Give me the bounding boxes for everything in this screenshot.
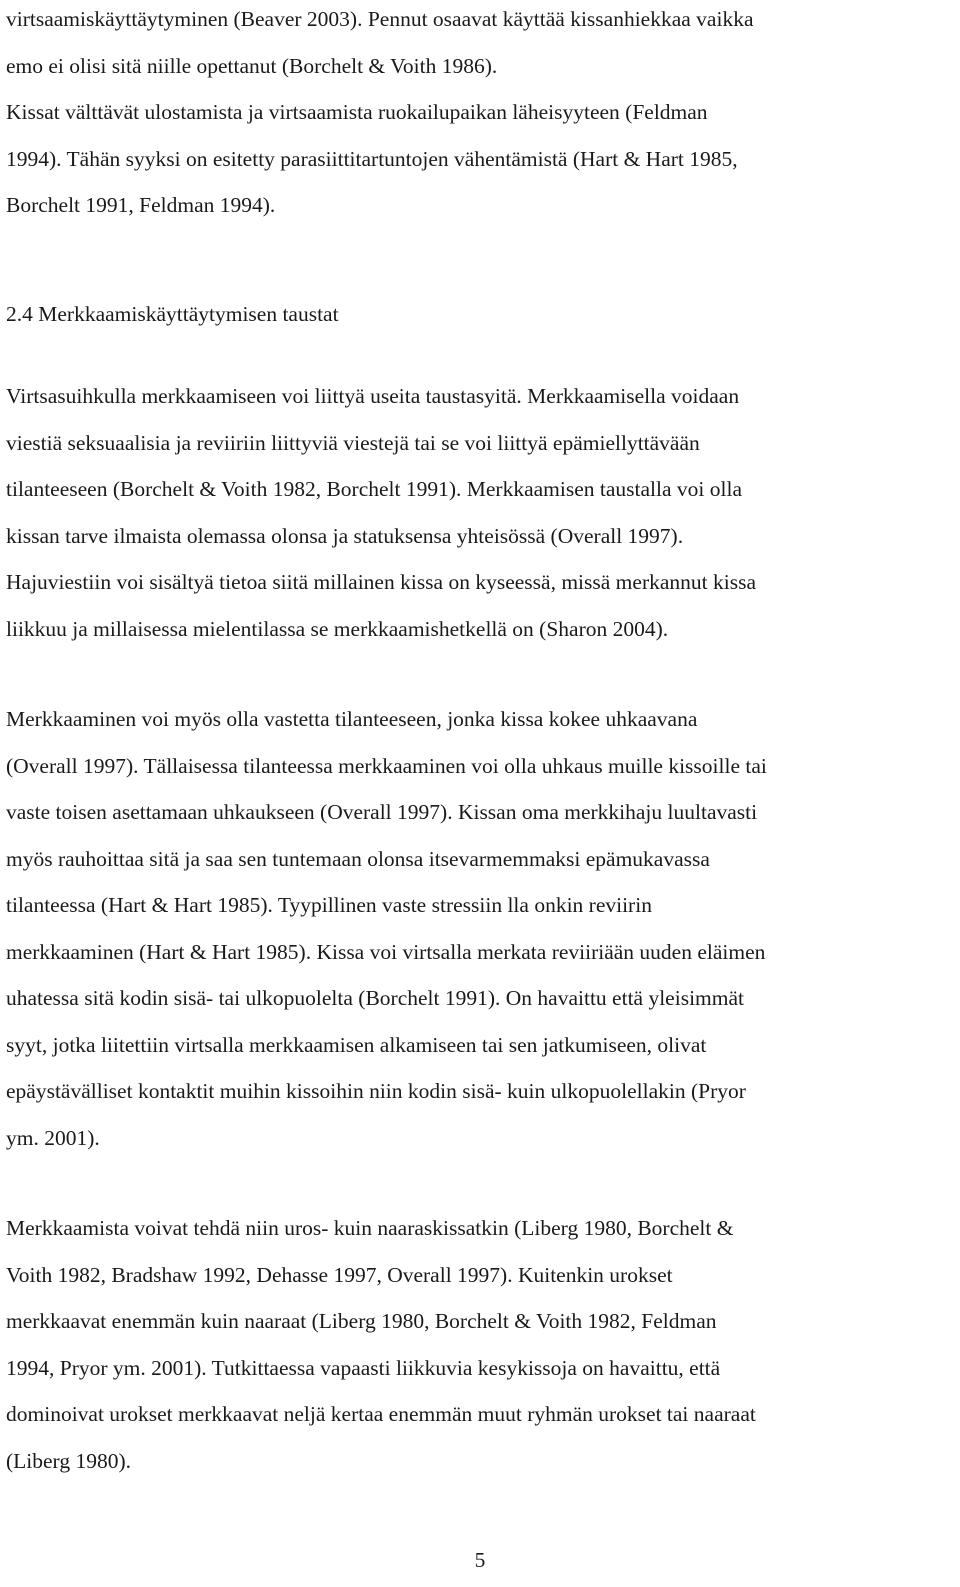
text-line: myös rauhoittaa sitä ja saa sen tuntemaan olonsa itsevarmemmaksi epämukavassa	[6, 846, 710, 871]
paragraph-litter-habits	[6, 0, 956, 229]
text-line: 1994, Pryor ym. 2001). Tutkittaessa vapaasti liikkuvia kesykissoja on havaittu, että	[6, 1355, 721, 1380]
paragraph-sex-differences	[6, 1205, 956, 1484]
page-number: 5	[474, 1548, 486, 1572]
text-line: liikkuu ja millaisessa mielentilassa se merkkaamishetkellä on (Sharon 2004).	[6, 616, 669, 641]
text-line: (Liberg 1980).	[6, 1448, 131, 1473]
text-line: syyt, jotka liitettiin virtsalla merkkaamisen alkamiseen tai sen jatkumiseen, olivat	[6, 1032, 707, 1057]
text-line: tilanteeseen (Borchelt & Voith 1982, Borchelt 1991). Merkkaamisen taustalla voi olla	[6, 477, 743, 501]
paragraph-marking-background	[6, 373, 956, 652]
text-line: Borchelt 1991, Feldman 1994).	[6, 193, 276, 217]
text-line: merkkaavat enemmän kuin naaraat (Liberg 1980, Borchelt & Voith 1982, Feldman	[6, 1309, 717, 1333]
text-line: Merkkaamista voivat tehdä niin uros- kuin naaraskissatkin (Liberg 1980, Borchelt &	[6, 1216, 734, 1240]
text-line: 1994). Tähän syyksi on esitetty parasiittitartuntojen vähentämistä (Hart & Hart 1985,	[6, 146, 738, 171]
text-line: Hajuviestiin voi sisältyä tietoa siitä millainen kissa on kyseessä, missä merkannut kissa	[6, 570, 756, 594]
text-line: Merkkaaminen voi myös olla vastetta tilanteeseen, jonka kissa kokee uhkaavana	[6, 707, 698, 731]
text-line: Kissat välttävät ulostamista ja virtsaamista ruokailupaikan läheisyyteen (Feldman	[6, 100, 708, 124]
text-line: viestiä seksuaalisia ja reviiriin liittyviä viestejä tai se voi liittyä epämiellyttävään	[6, 430, 700, 455]
text-line: merkkaaminen (Hart & Hart 1985). Kissa voi virtsalla merkata reviiriään uuden eläimen	[6, 939, 766, 964]
text-line: dominoivat urokset merkkaavat neljä kertaa enemmän muut ryhmän urokset tai naaraat	[6, 1402, 756, 1426]
section-heading: 2.4 Merkkaamiskäyttäytymisen taustat	[6, 302, 339, 326]
text-line: uhatessa sitä kodin sisä- tai ulkopuolelta (Borchelt 1991). On havaittu että yleisimmät	[6, 986, 745, 1010]
text-line: emo ei olisi sitä niille opettanut (Borchelt & Voith 1986).	[6, 53, 498, 78]
text-line: ym. 2001).	[6, 1125, 100, 1150]
paragraph-threat-response	[6, 696, 956, 1161]
text-line: vaste toisen asettamaan uhkaukseen (Overall 1997). Kissan oma merkkihaju luultavasti	[6, 800, 758, 824]
text-line: kissan tarve ilmaista olemassa olonsa ja statuksensa yhteisössä (Overall 1997).	[6, 523, 684, 548]
text-line: tilanteessa (Hart & Hart 1985). Tyypillinen vaste stressiin lla onkin reviirin	[6, 893, 652, 917]
text-line: Virtsasuihkulla merkkaamiseen voi liittyä useita taustasyitä. Merkkaamisella voidaan	[6, 384, 740, 408]
text-line: (Overall 1997). Tällaisessa tilanteessa merkkaaminen voi olla uhkaus muille kissoille tai	[6, 753, 767, 778]
text-line: virtsaamiskäyttäytyminen (Beaver 2003). Pennut osaavat käyttää kissanhiekkaa vaikka	[6, 7, 754, 31]
text-line: Voith 1982, Bradshaw 1992, Dehasse 1997, Overall 1997). Kuitenkin urokset	[6, 1262, 673, 1287]
text-line: epäystävälliset kontaktit muihin kissoihin niin kodin sisä- kuin ulkopuolellakin (Pryor	[6, 1079, 746, 1103]
